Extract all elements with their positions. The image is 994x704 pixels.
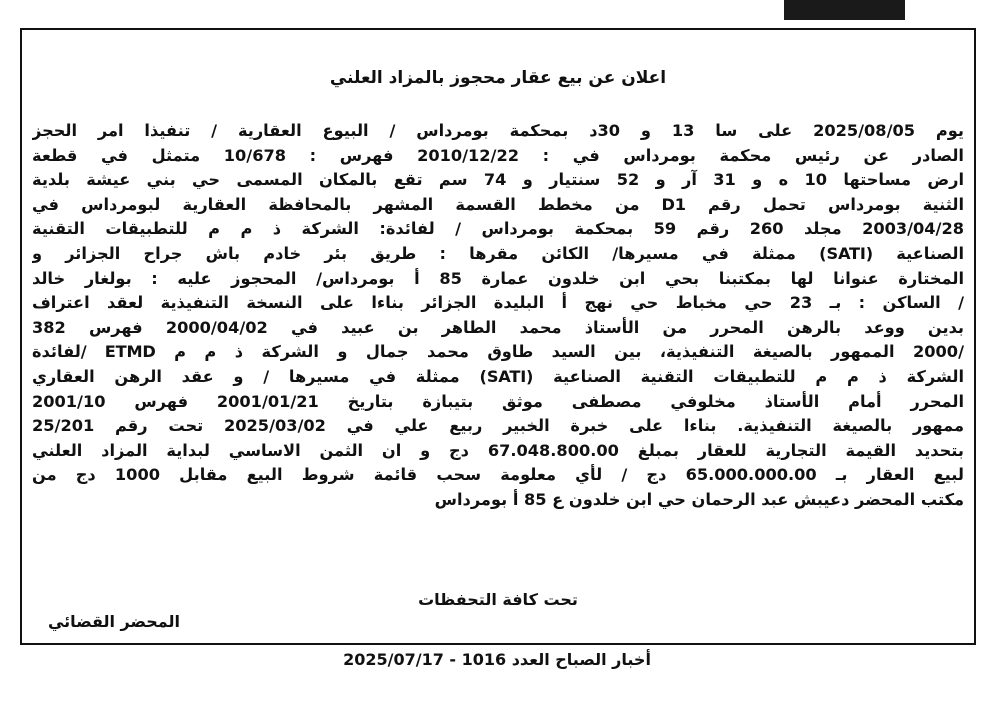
notice-line: الصناعية (SATI) ممثلة في مسيرها/ الكائن مقرها : طريق بئر خادم باش جراح الجزائر و	[32, 243, 964, 263]
notice-line: الشركة ذ م م للتطبيقات التقنية الصناعية (SATI) ممثلة في مسيرها / و عقد الرهن العقاري	[32, 366, 964, 386]
notice-line: يوم 2025/08/05 على سا 13 و 30د بمحكمة بومرداس / البيوع العقارية / تنفيذا امر الحجز	[32, 121, 964, 140]
top-black-tab	[784, 0, 905, 20]
notice-line: 2003/04/28 مجلد 260 رقم 59 بمحكمة بومرداس / لفائدة: الشركة ذ م م للتطبيقات التقنية	[32, 219, 964, 239]
notice-line: الثنية بومرداس تحمل رقم D1 من مخطط القسمة المشهر بالمحافظة العقارية لبومرداس في	[32, 194, 964, 214]
bailiff-signature-label: المحضر القضائي	[47, 612, 180, 631]
notice-line: لبيع العقار بـ 65.000.000.00 دج / لأي معلومة سحب قائمة شروط البيع مقابل 1000 دج من	[32, 465, 964, 485]
notice-line: الصادر عن رئيس محكمة بومرداس في : 2010/12/22 فهرس : 10/678 متمثل في قطعة	[32, 145, 964, 165]
notice-body	[32, 119, 964, 513]
notice-line: / الساكن : بـ 23 حي مخباط حي نهج أ البليدة الجزائر بناءا على النسخة التنفيذية لعقد اعتراف	[32, 293, 964, 313]
notice-line: المختارة عنوانا لها بمكتبنا بحي ابن خلدون عمارة 85 أ بومرداس/ المحجوز عليه : بولغار خالد	[32, 268, 964, 288]
notice-line: ممهور بالصيغة التنفيذية. بناءا على خبرة الخبير ربيع علي في 2025/03/02 تحت رقم 25/201	[32, 416, 964, 436]
notice-line: بدين ووعد بالرهن المحرر من الأستاذ محمد الطاهر بن عبيد في 2000/04/02 فهرس 382	[32, 317, 964, 337]
reservations-text: تحت كافة التحفظات	[418, 590, 578, 609]
notice-title: اعلان عن بيع عقار محجوز بالمزاد العلني	[329, 68, 667, 88]
notice-line: مكتب المحضر دعيبش عبد الرحمان حي ابن خلدون ع 85 أ بومرداس	[434, 489, 964, 509]
notice-frame	[20, 28, 976, 645]
notice-line: ارض مساحتها 10 ه و 31 آر و 52 سنتيار و 74 سم تقع بالمكان المسمى حي بني عيشة بلدية	[32, 170, 964, 190]
notice-line: /2000 الممهور بالصيغة التنفيذية، بين السيد طاوق محمد جمال و الشركة ذ م م ETMD /لفائدة	[32, 342, 964, 362]
notice-line: بتحديد القيمة التجارية للعقار بمبلغ 67.048.800.00 دج و ان الثمن الاساسي لبداية المزاد العلني	[32, 440, 964, 460]
notice-line: المحرر أمام الأستاذ مخلوفي مصطفى موثق بتيبازة بتاريخ 2001/01/21 فهرس 2001/10	[32, 391, 964, 411]
newspaper-footer: أخبار الصباح العدد 1016 - 2025/07/17	[343, 650, 651, 669]
